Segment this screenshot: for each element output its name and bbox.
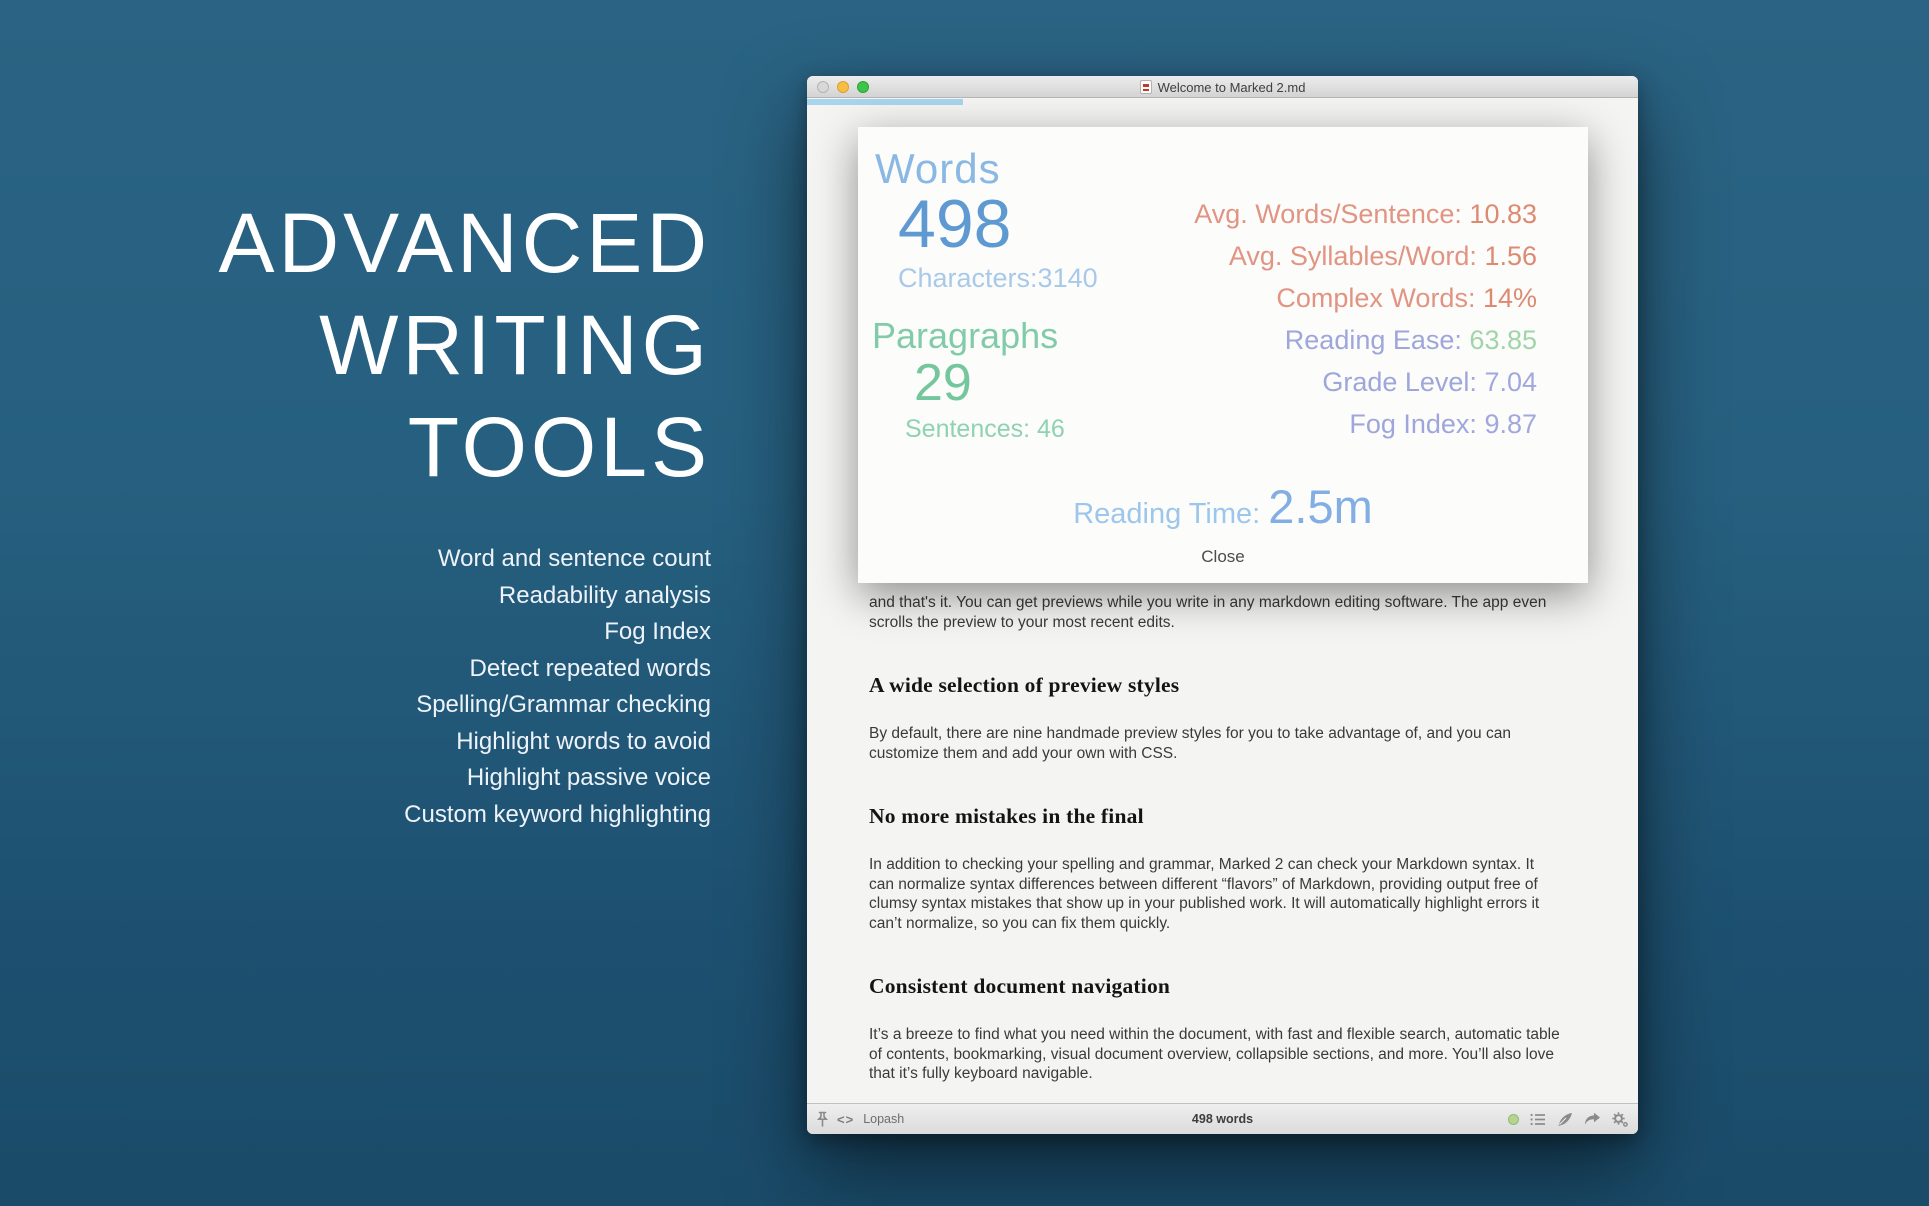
doc-paragraph: and that's it. You can get previews while you write in any markdown editing software. The app even scrolls the preview to your most recent edits. <box>869 594 1547 631</box>
metric-complex-words: Complex Words: 14% <box>1276 283 1537 313</box>
edit-feather-icon[interactable] <box>1557 1112 1573 1127</box>
statistics-overlay <box>858 127 1588 583</box>
doc-heading: A wide selection of preview styles <box>869 673 1180 697</box>
readability-metrics <box>1194 193 1537 445</box>
words-value: 498 <box>898 186 1012 262</box>
word-count-label: 498 words <box>1191 1112 1254 1126</box>
doc-heading: Consistent document navigation <box>869 974 1171 998</box>
close-stats-button[interactable]: Close <box>1201 547 1245 566</box>
metric-reading-ease: Reading Ease: 63.85 <box>1284 325 1537 355</box>
doc-paragraph: In addition to checking your spelling and grammar, Marked 2 can check your Markdown syntax. It can normalize syntax differences between different “flavors” of Markdown, providing output free of clumsy syntax mistakes that show up in your published work. It will automatically highlight errors it can’t normalize, so you can fix them quickly. <box>869 856 1540 932</box>
window-title <box>807 76 1638 98</box>
feature-item: Highlight passive voice <box>466 764 711 791</box>
hero-title-line: WRITING <box>319 298 711 392</box>
status-bar-right <box>1508 1104 1628 1134</box>
paragraphs-label: Paragraphs <box>872 315 1059 356</box>
hero-title <box>218 192 711 498</box>
feature-list <box>404 541 711 833</box>
status-bar <box>807 1103 1638 1134</box>
feature-item: Highlight words to avoid <box>456 727 711 755</box>
preview-content <box>807 99 1638 1103</box>
scroll-progress-track <box>807 99 1638 105</box>
sync-status-dot <box>1508 1114 1519 1125</box>
markdown-file-icon <box>1140 80 1152 94</box>
reading-time: Reading Time: 2.5m <box>1073 480 1373 533</box>
scroll-progress-bar <box>807 99 963 105</box>
style-name-label[interactable]: Lopash <box>863 1112 905 1126</box>
code-view-icon[interactable]: <> <box>837 1111 855 1127</box>
hero-title-line: ADVANCED <box>218 196 711 290</box>
metric-fog-index: Fog Index: 9.87 <box>1349 409 1537 439</box>
doc-paragraph: By default, there are nine handmade preview styles for you to take advantage of, and you can customize them and add your own with CSS. <box>869 725 1511 762</box>
table-of-contents-icon[interactable] <box>1530 1113 1546 1126</box>
paragraphs-value: 29 <box>914 354 972 412</box>
feature-item: Spelling/Grammar checking <box>416 691 711 718</box>
window-title-text: Welcome to Marked 2.md <box>1157 79 1306 95</box>
feature-item: Fog Index <box>604 618 711 645</box>
feature-item: Detect repeated words <box>469 654 711 682</box>
document-preview <box>869 593 1561 1084</box>
metric-avg-words-sentence: Avg. Words/Sentence: 10.83 <box>1194 199 1537 229</box>
characters-stat: Characters:3140 <box>898 263 1098 293</box>
metric-grade-level: Grade Level: 7.04 <box>1322 367 1537 397</box>
window-titlebar[interactable] <box>807 76 1638 98</box>
app-window <box>807 76 1638 1134</box>
feature-item: Readability analysis <box>498 581 711 609</box>
sentences-stat: Sentences: 46 <box>905 415 1065 443</box>
feature-item: Word and sentence count <box>437 545 711 572</box>
hero-title-line: TOOLS <box>407 400 711 494</box>
metric-avg-syllables-word: Avg. Syllables/Word: 1.56 <box>1228 241 1537 271</box>
doc-heading: No more mistakes in the final <box>869 804 1144 828</box>
share-icon[interactable] <box>1584 1112 1601 1126</box>
words-label: Words <box>875 145 1001 192</box>
settings-gear-icon[interactable] <box>1612 1112 1628 1127</box>
feature-item: Custom keyword highlighting <box>404 800 711 828</box>
doc-paragraph: It’s a breeze to find what you need within the document, with fast and flexible search, automatic table of contents, bookmarking, visual document overview, collapsible sections, and more. You’ll also love that it’s fully keyboard navigable. <box>869 1026 1560 1082</box>
